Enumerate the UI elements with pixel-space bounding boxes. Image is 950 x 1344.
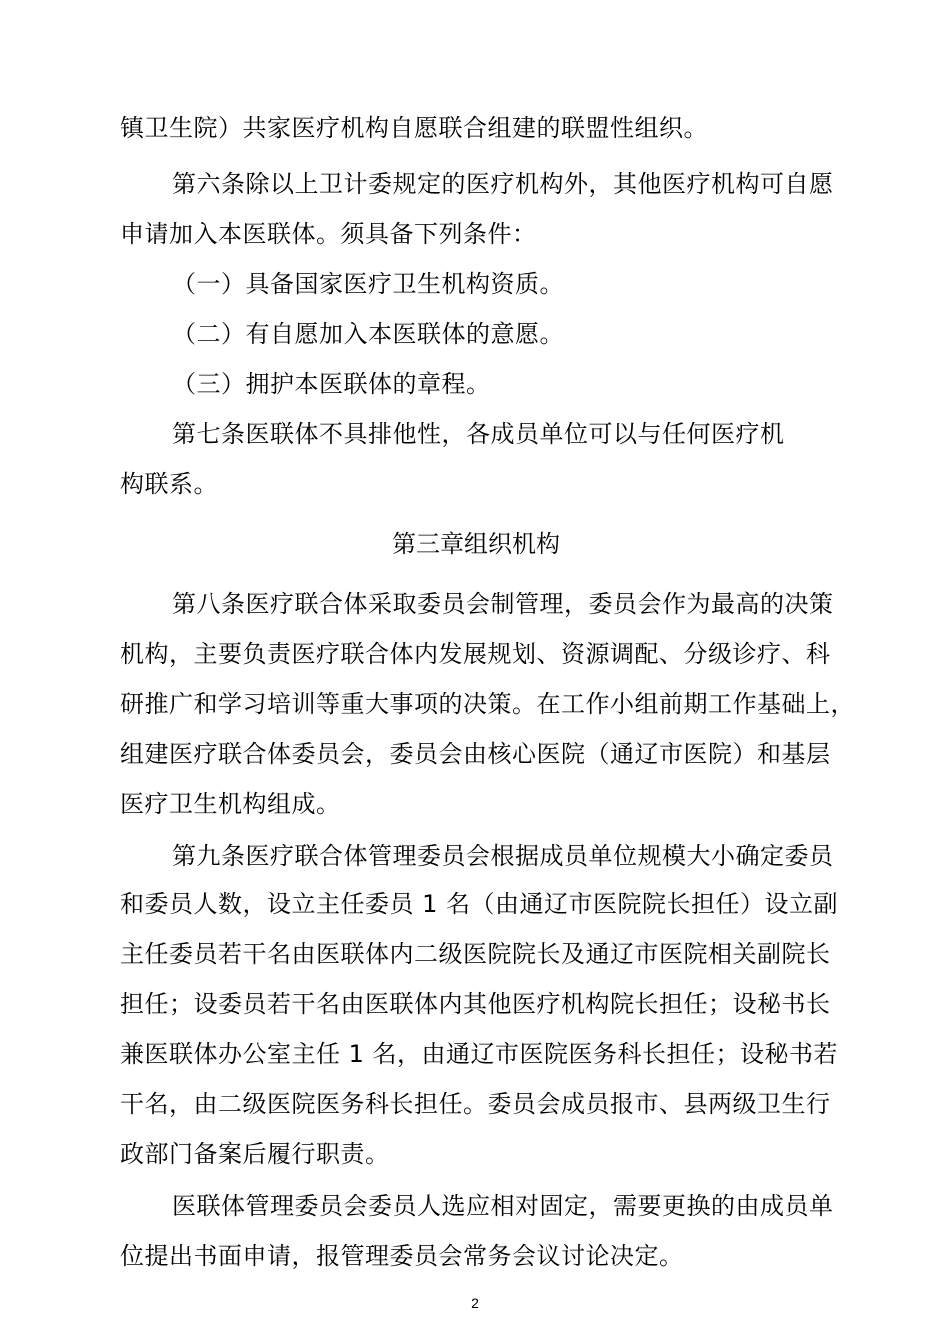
text-line: 第七条医联体不具排他性，各成员单位可以与任何医疗机 [172, 420, 785, 448]
text-line: 第八条医疗联合体采取委员会制管理，委员会作为最高的决策 [172, 590, 834, 618]
text-line: 兼医联体办公室主任 1 名，由通辽市医院医务科长担任；设秘书若 [120, 1040, 839, 1068]
text-line: 构联系。 [120, 470, 218, 498]
text-line: 研推广和学习培训等重大事项的决策。在工作小组前期工作基础上， [120, 690, 855, 718]
text-line: （三）拥护本医联体的章程。 [172, 370, 491, 398]
text-line: （二）有自愿加入本医联体的意愿。 [172, 320, 564, 348]
text-line: 政部门备案后履行职责。 [120, 1140, 390, 1168]
text-line: 机构，主要负责医疗联合体内发展规划、资源调配、分级诊疗、科 [120, 640, 831, 668]
text-line: 医联体管理委员会委员人选应相对固定，需要更换的由成员单 [172, 1192, 834, 1220]
text-line: 申请加入本医联体。须具备下列条件： [120, 220, 537, 248]
text-line: （一）具备国家医疗卫生机构资质。 [172, 270, 564, 298]
text-line: 第六条除以上卫计委规定的医疗机构外，其他医疗机构可自愿 [172, 170, 834, 198]
text-line: 镇卫生院）共家医疗机构自愿联合组建的联盟性组织。 [120, 114, 708, 142]
text-line: 位提出书面申请，报管理委员会常务会议讨论决定。 [120, 1242, 684, 1270]
text-line: 第九条医疗联合体管理委员会根据成员单位规模大小确定委员 [172, 842, 834, 870]
text-line: 担任；设委员若干名由医联体内其他医疗机构院长担任；设秘书长 [120, 990, 831, 1018]
chapter-heading: 第三章组织机构 [392, 530, 560, 558]
text-line: 组建医疗联合体委员会，委员会由核心医院（通辽市医院）和基层 [120, 740, 831, 768]
text-line: 医疗卫生机构组成。 [120, 790, 341, 818]
text-line: 干名，由二级医院医务科长担任。委员会成员报市、县两级卫生行 [120, 1090, 831, 1118]
page-number: 2 [471, 1295, 479, 1311]
text-line: 主任委员若干名由医联体内二级医院院长及通辽市医院相关副院长 [120, 940, 831, 968]
text-line: 和委员人数，设立主任委员 1 名（由通辽市医院院长担任）设立副 [120, 890, 839, 918]
